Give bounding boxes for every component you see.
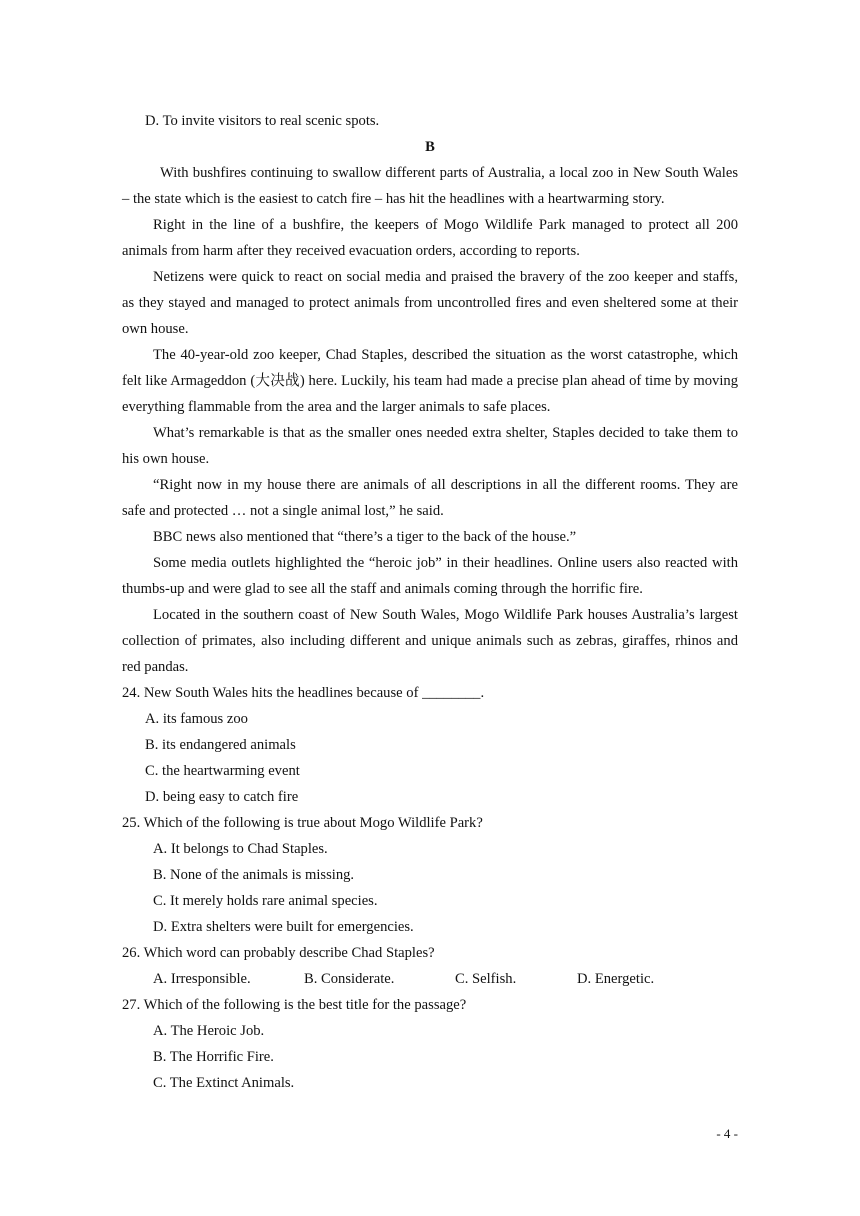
page-number: - 4 - <box>716 1126 738 1141</box>
answer-option: B. None of the animals is missing. <box>153 867 355 883</box>
passage-paragraph-8: Some media outlets highlighted the “heroic job” in their headlines. Online users also reacted with thumbs-up and were glad to see all the staff and animals coming through the horrific fire. <box>122 555 738 597</box>
section-label: B <box>425 139 435 155</box>
answer-option: C. The Extinct Animals. <box>153 1075 295 1091</box>
passage-paragraph-4: The 40-year-old zoo keeper, Chad Staples, described the situation as the worst catastrophe, which felt like Armageddon (大决战) here. Luckily, his team had made a precise plan ahead of time by moving everything flammable from the area and the larger animals to safe places. <box>122 347 738 415</box>
question-26 <box>122 940 738 992</box>
answer-option: C. It merely holds rare animal species. <box>153 893 378 909</box>
answer-option: B. The Horrific Fire. <box>153 1049 274 1065</box>
document-page <box>122 108 738 1096</box>
answer-option: A. It belongs to Chad Staples. <box>153 841 328 857</box>
question-25 <box>122 810 738 940</box>
answer-option: B. its endangered animals <box>145 737 296 753</box>
answer-option: C. the heartwarming event <box>145 763 300 779</box>
answer-option: D. Extra shelters were built for emergencies. <box>153 919 414 935</box>
passage-paragraph-3: Netizens were quick to react on social media and praised the bravery of the zoo keeper and staffs, as they stayed and managed to protect animals from uncontrolled fires and even sheltered some at their own house. <box>122 269 738 337</box>
question-24 <box>122 680 738 810</box>
question-stem: 27. Which of the following is the best title for the passage? <box>122 997 467 1013</box>
answer-option: B. Considerate. <box>304 971 395 987</box>
question-stem: 24. New South Wales hits the headlines because of ________. <box>122 685 485 701</box>
answer-option: D. Energetic. <box>577 971 655 987</box>
passage-paragraph-5: What’s remarkable is that as the smaller ones needed extra shelter, Staples decided to take them to his own house. <box>122 425 738 467</box>
answer-option: C. Selfish. <box>455 971 517 987</box>
previous-question-option: D. To invite visitors to real scenic spots. <box>145 113 380 129</box>
passage-paragraph-7: BBC news also mentioned that “there’s a tiger to the back of the house.” <box>153 529 577 545</box>
passage-paragraph-9: Located in the southern coast of New South Wales, Mogo Wildlife Park houses Australia’s largest collection of primates, also including different and unique animals such as zebras, giraffes, rhinos and red pandas. <box>122 607 738 675</box>
answer-option: D. being easy to catch fire <box>145 789 299 805</box>
passage-paragraph-6: “Right now in my house there are animals of all descriptions in all the different rooms. They are safe and protected … not a single animal lost,” he said. <box>122 477 738 519</box>
passage-paragraph-1: With bushfires continuing to swallow different parts of Australia, a local zoo in New South Wales – the state which is the easiest to catch fire – has hit the headlines with a heartwarming story. <box>122 165 738 207</box>
passage-paragraph-2: Right in the line of a bushfire, the keepers of Mogo Wildlife Park managed to protect all 200 animals from harm after they received evacuation orders, according to reports. <box>122 217 738 259</box>
answer-option: A. The Heroic Job. <box>153 1023 265 1039</box>
question-stem: 26. Which word can probably describe Chad Staples? <box>122 945 435 961</box>
question-27 <box>122 992 738 1096</box>
answer-options-row <box>122 966 738 992</box>
answer-option: A. its famous zoo <box>145 711 248 727</box>
question-stem: 25. Which of the following is true about Mogo Wildlife Park? <box>122 815 483 831</box>
answer-option: A. Irresponsible. <box>153 971 251 987</box>
